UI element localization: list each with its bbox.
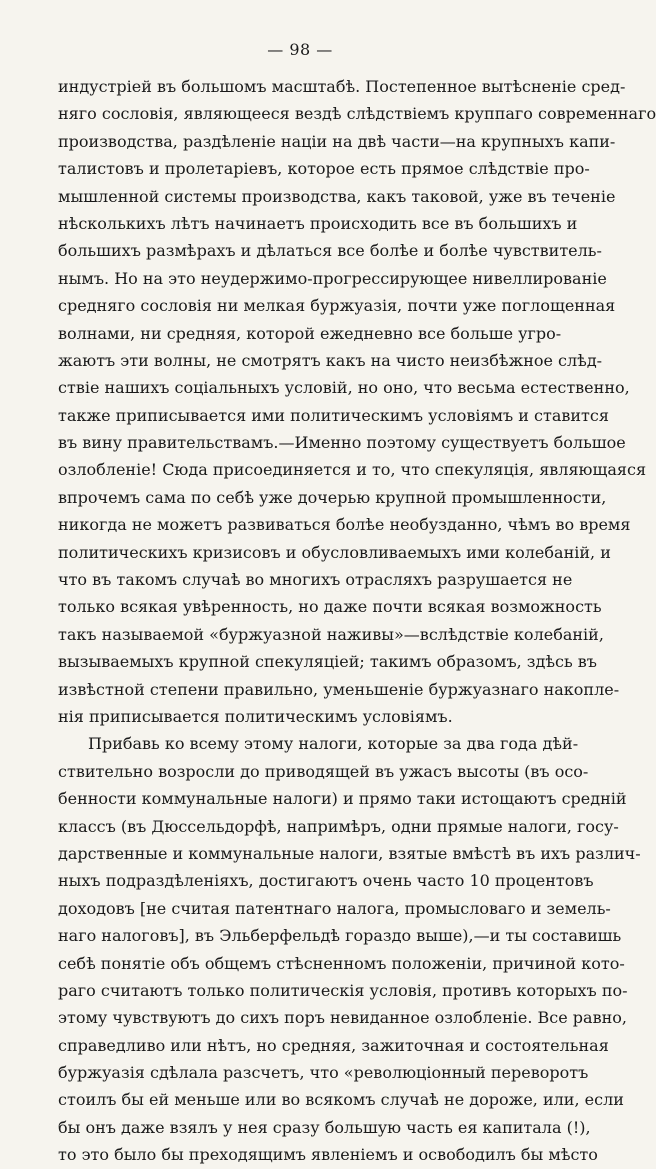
text-line: средняго сословія ни мелкая буржуазія, почти уже поглощенная <box>58 296 616 316</box>
text-line: справедливо или нѣтъ, но средняя, зажиточная и состоятельная <box>58 1035 609 1055</box>
text-line: себѣ понятіе объ общемъ стѣсненномъ положеніи, причиной кото- <box>58 953 625 973</box>
text-line: большихъ размѣрахъ и дѣлаться все болѣе и болѣе чувствитель- <box>58 241 602 261</box>
text-line: мышленной системы производства, какъ таковой, уже въ теченіе <box>58 186 616 206</box>
page-number: — 98 — <box>267 40 333 59</box>
text-line: то это было бы преходящимъ явленіемъ и освободилъ бы мѣсто <box>58 1145 598 1165</box>
text-line: раго считаютъ только политическія условія, противъ которыхъ по- <box>58 980 628 1000</box>
text-line: никогда не можетъ развиваться болѣе необузданно, чѣмъ во время <box>58 515 631 535</box>
text-line: этому чувствуютъ до сихъ поръ невиданное озлобленіе. Все равно, <box>58 1008 627 1028</box>
text-line: нѣсколькихъ лѣтъ начинаетъ происходить все въ большихъ и <box>58 213 578 233</box>
text-line: стоилъ бы ей меньше или во всякомъ случаѣ не дороже, или, если <box>58 1090 624 1110</box>
text-line: ствіе нашихъ соціальныхъ условій, но оно, что весьма естественно, <box>58 378 630 398</box>
text-line: Прибавь ко всему этому налоги, которые за два года дѣй- <box>88 734 579 754</box>
text-line: доходовъ [не считая патентнаго налога, промысловаго и земель- <box>58 898 611 918</box>
text-line: жаютъ эти волны, не смотрятъ какъ на чисто неизбѣжное слѣд- <box>58 350 603 370</box>
text-line: классъ (въ Дюссельдорфѣ, напримѣръ, одни прямые налоги, госу- <box>58 816 619 836</box>
text-line: дарственные и коммунальные налоги, взятые вмѣстѣ въ ихъ различ- <box>58 843 641 863</box>
text-line: нія приписывается политическимъ условіямъ. <box>58 706 453 726</box>
body-text <box>58 73 656 1169</box>
text-line: производства, раздѣленіе націи на двѣ части—на крупныхъ капи- <box>58 131 616 151</box>
text-line: такъ называемой «буржуазной наживы»—вслѣдствіе колебаній, <box>58 624 604 644</box>
text-line: также приписывается ими политическимъ условіямъ и ставится <box>58 405 609 425</box>
text-line: озлобленіе! Сюда присоединяется и то, что спекуляція, являющаяся <box>58 460 647 480</box>
text-line: наго налоговъ], въ Эльберфельдѣ гораздо выше),—и ты составишь <box>58 926 622 946</box>
text-line: буржуазія сдѣлала разсчетъ, что «революціонный переворотъ <box>58 1063 589 1083</box>
text-line: впрочемъ сама по себѣ уже дочерью крупной промышленности, <box>58 487 607 507</box>
text-line: бы онъ даже взялъ у нея сразу большую часть ея капитала (!), <box>58 1117 591 1137</box>
text-line: ныхъ подраздѣленіяхъ, достигаютъ очень часто 10 процентовъ <box>58 871 594 891</box>
text-line: только всякая увѣренность, но даже почти всякая возможность <box>58 597 602 617</box>
text-line: ствительно возросли до приводящей въ ужасъ высоты (въ осо- <box>58 761 589 781</box>
text-line: вызываемыхъ крупной спекуляціей; такимъ образомъ, здѣсь въ <box>58 652 597 672</box>
text-line: политическихъ кризисовъ и обусловливаемыхъ ими колебаній, и <box>58 542 611 562</box>
text-line: няго сословія, являющееся вездѣ слѣдствіемъ круппаго современнаго <box>58 104 656 124</box>
text-line: извѣстной степени правильно, уменьшеніе буржуазнаго накопле- <box>58 679 620 699</box>
text-line: бенности коммунальные налоги) и прямо таки истощаютъ средній <box>58 789 627 809</box>
text-line: нымъ. Но на это неудержимо-прогрессирующее нивеллированіе <box>58 268 607 288</box>
text-line: въ вину правительствамъ.—Именно поэтому существуетъ большое <box>58 433 626 453</box>
text-line: индустріей въ большомъ масштабѣ. Постепенное вытѣсненіе сред- <box>58 77 626 96</box>
text-line: талистовъ и пролетаріевъ, которое есть прямое слѣдствіе про- <box>58 159 590 179</box>
text-line: что въ такомъ случаѣ во многихъ отрасляхъ разрушается не <box>58 570 573 590</box>
text-line: волнами, ни средняя, которой ежедневно все больше угро- <box>58 323 562 343</box>
